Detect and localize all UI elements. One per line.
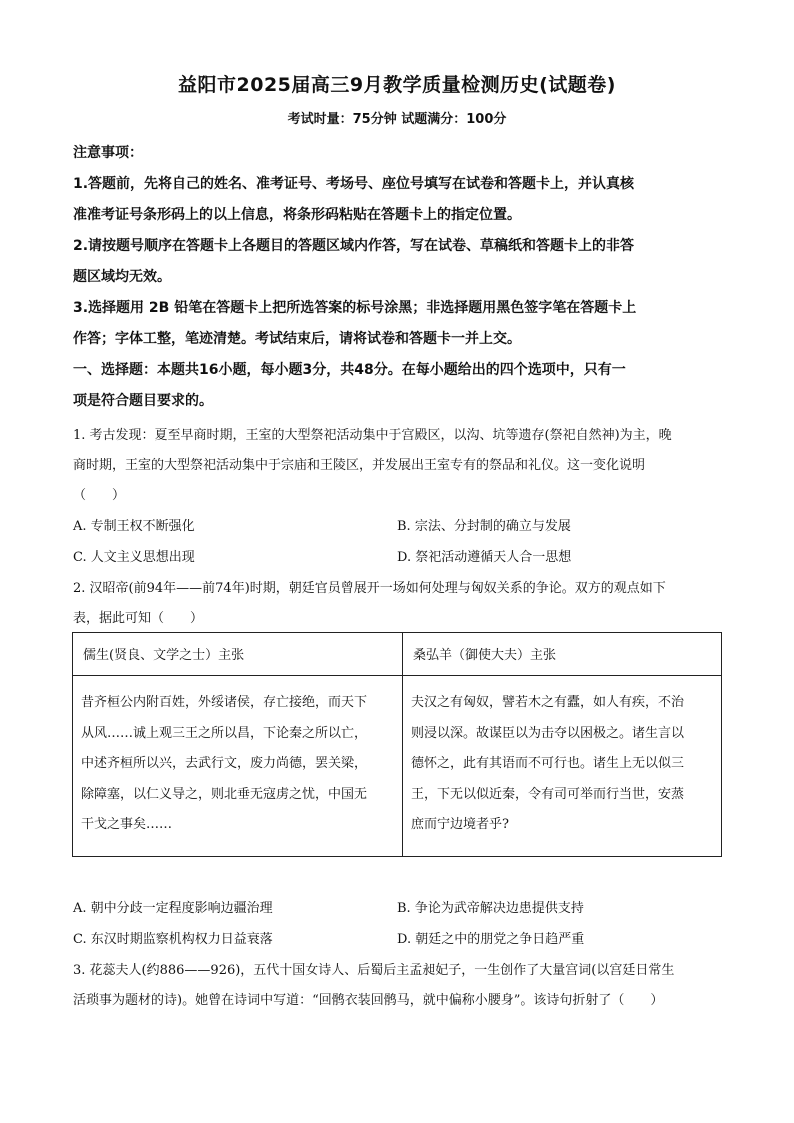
question-3-text: 活琐事为题材的诗)。她曾在诗词中写道：“回鹘衣装回鹘马，就中偏称小腰身”。该诗句折射了（ ） (73, 993, 664, 1008)
cell-line: 干戈之事矣…… (81, 817, 173, 832)
question-2-text: 表，据此可知（ ） (73, 611, 204, 626)
cell-line: 除障塞，以仁义导之，则北垂无寇虏之忧，中国无 (81, 786, 368, 802)
page-title: 益阳市2025届高三9月教学质量检测历史(试题卷) (178, 74, 616, 96)
notice-line: 2.请按题号顺序在答题卡上各题目的答题区域内作答，写在试卷、草稿纸和答题卡上的非答 (73, 238, 635, 254)
question-1-text: （ ） (73, 488, 126, 503)
table-header-right (403, 633, 722, 676)
question-3-text: 3. 花蕊夫人(约886——926)，五代十国女诗人、后蜀后主孟昶妃子，一生创作了大量宫词(以宫廷日常生 (73, 963, 675, 978)
cell-line: 夫汉之有匈奴，譬若木之有蠹，如人有疾，不治 (411, 695, 685, 710)
question-1-text: 商时期，王室的大型祭祀活动集中于宗庙和王陵区，并发展出王室专有的祭品和礼仪。这一变化说明 (73, 458, 646, 473)
cell-line: 德怀之，此有其语而不可行也。诸生上无以似三 (411, 756, 685, 771)
question-2-option-a[interactable]: A. 朝中分歧一定程度影响边疆治理 (73, 901, 273, 916)
question-1-option-d[interactable]: D. 祭祀活动遵循天人合一思想 (397, 550, 572, 565)
question-1-option-c[interactable]: C. 人文主义思想出现 (73, 550, 195, 565)
question-2-text: 2. 汉昭帝(前94年——前74年)时期，朝廷官员曾展开一场如何处理与匈奴关系的争论。双方的观点如下 (73, 581, 666, 596)
table-cell-right (403, 676, 722, 857)
question-1-text: 1. 考古发现：夏至早商时期，王室的大型祭祀活动集中于宫殿区，以沟、坑等遗存(祭祀自然神)为主，晚 (73, 428, 672, 443)
table-header-label: 儒生(贤良、文学之士）主张 (83, 648, 245, 663)
question-2-option-b[interactable]: B. 争论为武帝解决边患提供支持 (397, 901, 584, 916)
notice-line: 题区域均无效。 (73, 269, 171, 285)
section-heading: 一、选择题：本题共16小题，每小题3分，共48分。在每小题给出的四个选项中，只有一 (73, 362, 626, 378)
cell-line: 从风……诚上观三王之所以昌，下论秦之所以亡， (81, 725, 368, 741)
cell-line: 中述齐桓所以兴，去武行文，废力尚德，罢关梁， (81, 756, 368, 771)
notice-line: 1.答题前，先将自己的姓名、准考证号、考场号、座位号填写在试卷和答题卡上，并认真核 (73, 176, 635, 192)
question-1-option-a[interactable]: A. 专制王权不断强化 (73, 519, 195, 534)
question-2-option-c[interactable]: C. 东汉时期监察机构权力日益衰落 (73, 932, 273, 947)
table-header-left (73, 633, 403, 676)
comparison-table (72, 632, 722, 857)
section-heading: 项是符合题目要求的。 (73, 393, 213, 409)
cell-line: 则浸以深。故谋臣以为击夺以困极之。诸生言以 (411, 725, 685, 741)
question-2-option-d[interactable]: D. 朝廷之中的朋党之争日趋严重 (397, 932, 585, 947)
exam-info: 考试时量：75分钟 试题满分：100分 (287, 112, 507, 127)
question-1-option-b[interactable]: B. 宗法、分封制的确立与发展 (397, 519, 571, 534)
cell-line: 王，下无以似近秦，令有司可举而行当世，安蒸 (411, 786, 685, 802)
notice-line: 3.选择题用 2B 铅笔在答题卡上把所选答案的标号涂黑；非选择题用黑色签字笔在答题卡上 (73, 300, 637, 316)
cell-line: 庶而宁边境者乎? (411, 817, 509, 832)
notice-line: 准准考证号条形码上的以上信息，将条形码粘贴在答题卡上的指定位置。 (73, 207, 521, 223)
notice-heading: 注意事项： (73, 145, 143, 161)
cell-line: 昔齐桓公内附百姓，外绥诸侯，存亡接绝，而天下 (81, 695, 368, 710)
table-cell-left (73, 676, 403, 857)
table-header-label: 桑弘羊（御使大夫）主张 (413, 648, 557, 663)
notice-line: 作答；字体工整，笔迹清楚。考试结束后，请将试卷和答题卡一并上交。 (73, 331, 521, 347)
